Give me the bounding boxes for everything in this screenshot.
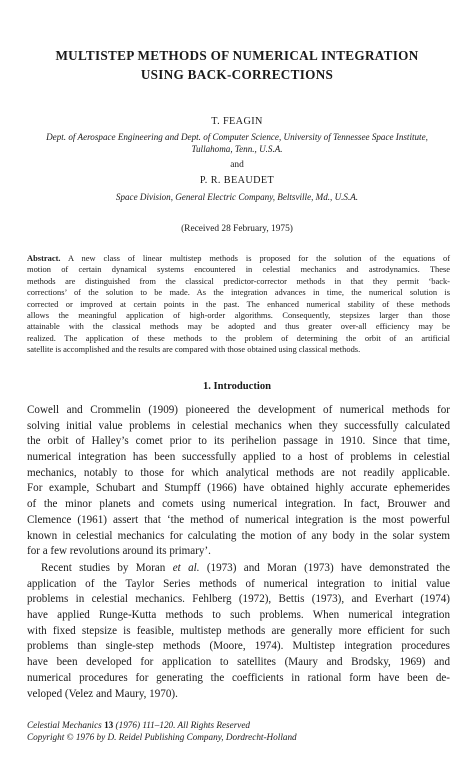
paragraph-line: with fixed stepsize is feasible, multistep methods are generally more efficient for such (27, 624, 450, 637)
paragraph-line: solving initial value problems in celestial mechanics when they successfully calculated (27, 419, 450, 432)
paragraph-line: mechanics, notably to those for which analytical methods are not readily applicable. (27, 466, 450, 479)
footer-copyright-line: Copyright © 1976 by D. Reidel Publishing Company, Dordrecht-Holland (27, 732, 297, 742)
received-date: (Received 28 February, 1975) (181, 224, 293, 234)
abstract (27, 253, 450, 356)
paragraph-line: problems than single-step methods (Moore, 1974). Multistep integration procedures (27, 640, 450, 653)
abstract-line: motion of certain dynamical systems encountered in celestial mechanics and astrodynamics. These (27, 264, 450, 275)
paragraph-line: veloped (Velez and Maury, 1970). (27, 687, 178, 700)
paragraph-line-post: (1973) and Moran (1973) have demonstrated the (199, 562, 450, 574)
abstract-line: corrected or improved at certain points in the past. The enhanced numerical stability of these methods (27, 298, 450, 309)
footer-journal-line (27, 719, 450, 731)
paragraph-1 (27, 403, 450, 560)
author-2-affiliation: Space Division, General Electric Company, Beltsville, Md., U.S.A. (115, 192, 359, 202)
author-conjunction: and (230, 160, 244, 170)
abstract-line-text: A new class of linear multistep methods is proposed for the solution of the equations of (60, 253, 450, 263)
author-1-affiliation-line-2: Tullahoma, Tenn., U.S.A. (191, 144, 283, 154)
footer-journal-name: Celestial Mechanics (27, 720, 102, 730)
abstract-line (27, 253, 450, 264)
paragraph-line: numerical integration has been successfully applied to a host of problems in celestial (27, 451, 450, 464)
author-1-name: T. FEAGIN (211, 116, 263, 127)
paragraph-line: of the minor planets and comets using numerical integration. In fact, Brouwer and (27, 498, 450, 511)
paragraph-line: For example, Schubart and Stumpff (1966) have obtained highly accurate ephemerides (27, 482, 450, 495)
abstract-label: Abstract. (27, 253, 61, 263)
abstract-line: realized. The application of these methods to the problem of determining the orbit of an artificial (27, 332, 450, 343)
author-1-affiliation-line-1: Dept. of Aerospace Engineering and Dept. of Computer Science, University of Tennessee Space Institute, (46, 132, 428, 142)
paragraph-2 (27, 561, 450, 702)
author-1-affiliation (20, 131, 454, 155)
title-line-2: USING BACK-CORRECTIONS (140, 67, 334, 82)
paragraph-line-italic: et al. (172, 562, 200, 574)
paragraph-line: the orbit of Halley’s comet prior to its perihelion passage in 1910. Since that time, (27, 435, 450, 448)
abstract-line: attainable with the classical methods may be adopted and thus greater over-all efficiency may be (27, 321, 450, 332)
paragraph-line-pre: Recent studies by Moran (41, 562, 173, 574)
paragraph-line: for a few revolutions around its primary’. (27, 545, 211, 558)
footer-journal-rest: (1976) 111–120. All Rights Reserved (115, 720, 251, 730)
paragraph-line: Clemence (1961) assert that ‘the method of numerical integration is the most powerful (27, 513, 450, 526)
copyright-footer (27, 719, 450, 743)
section-heading: 1. Introduction (202, 381, 272, 392)
paragraph-line: Cowell and Crommelin (1909) pioneered the development of numerical methods for (27, 404, 450, 416)
abstract-line: methods are distinguished from the classical predictor-corrector methods in that they permit ‘back- (27, 275, 450, 286)
paper-title (20, 46, 454, 84)
paragraph-line: numerical procedures for generating the coefficients in rational form have been de- (27, 671, 450, 684)
footer-volume: 13 (101, 720, 116, 730)
author-2-name: P. R. BEAUDET (199, 175, 275, 186)
paragraph-line: problems in celestial mechanics. Fehlberg (1972), Bettis (1973), and Everhart (1974) (27, 593, 450, 606)
paragraph-line: application of the Taylor Series methods of numerical integration to initial value (27, 577, 450, 590)
paragraph-line: have been developed for application to satellites (Maury and Brodsky, 1969) and (27, 656, 450, 669)
title-line-1: MULTISTEP METHODS OF NUMERICAL INTEGRATION (55, 48, 419, 63)
paragraph-line: have applied Runge-Kutta methods to such problems. When numerical integration (27, 609, 450, 622)
abstract-line: corrections’ of the solution to be made. As the integration advances in time, the numerical solution is (27, 287, 450, 298)
abstract-line: satellite is accomplished and the results are compared with those obtained using classical methods. (27, 344, 361, 355)
paragraph-line (27, 561, 450, 577)
abstract-line: allows the meaningful application of high-order algorithms. Consequently, stepsizes larger than those (27, 309, 450, 320)
paragraph-line: known in celestial mechanics for calculating the motion of any body in the solar system (27, 529, 450, 542)
